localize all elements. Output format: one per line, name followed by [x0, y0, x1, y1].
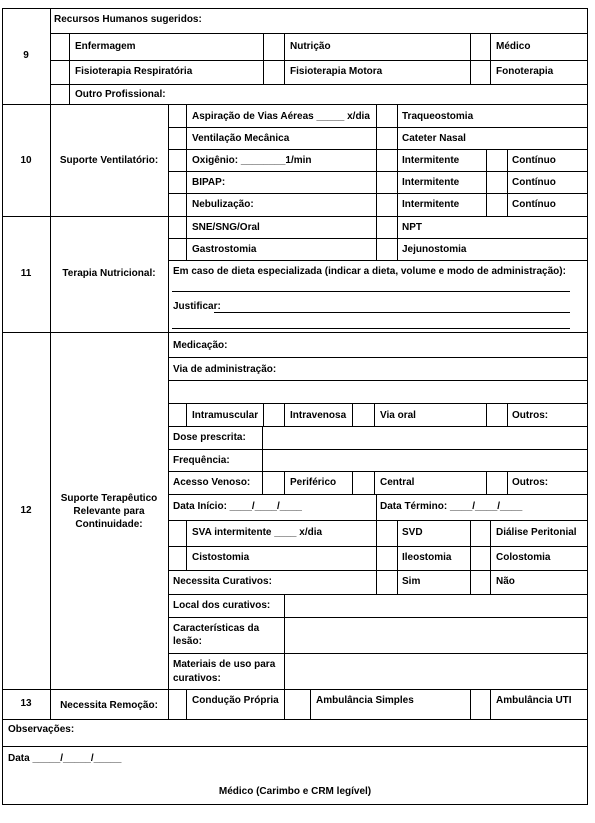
line: [186, 520, 187, 570]
writing-line: [172, 291, 570, 292]
line: [168, 449, 588, 450]
line: [2, 104, 588, 105]
checkbox-sva[interactable]: [170, 525, 184, 539]
line: [50, 33, 588, 34]
line: [2, 719, 588, 720]
option-label: Ambulância UTI: [496, 695, 572, 706]
option-label: Periférico: [290, 477, 337, 488]
field-label: Acesso Venoso:: [173, 477, 251, 488]
option-label: Gastrostomia: [192, 244, 257, 255]
line: [263, 403, 264, 426]
field-label: Dose prescrita:: [173, 432, 246, 443]
option-label: Intramuscular: [192, 410, 259, 421]
option-label: Cistostomia: [192, 552, 250, 563]
section-label: Necessita Remoção:: [60, 700, 158, 711]
line: [168, 238, 588, 239]
checkbox-central[interactable]: [356, 476, 370, 490]
checkbox-amb-uti[interactable]: [473, 697, 487, 711]
line: [168, 471, 588, 472]
line: [374, 471, 375, 494]
checkbox-outro[interactable]: [52, 88, 66, 102]
line: [168, 127, 588, 128]
checkbox-via-oral[interactable]: [356, 408, 370, 422]
option-label: Fisioterapia Motora: [290, 66, 383, 77]
line: [397, 104, 398, 216]
line: [168, 653, 588, 654]
line: [186, 104, 187, 216]
checkbox-ileostomia[interactable]: [380, 551, 394, 565]
checkbox-cateter[interactable]: [380, 131, 394, 145]
line: [168, 260, 588, 261]
line: [374, 403, 375, 426]
line: [397, 520, 398, 594]
checkbox-svd[interactable]: [380, 525, 394, 539]
checkbox-medico[interactable]: [473, 39, 487, 53]
line: [186, 689, 187, 719]
line: [507, 403, 508, 426]
field-label: Necessita Curativos:: [173, 576, 272, 587]
line: [168, 149, 588, 150]
line: [168, 171, 588, 172]
line: [2, 689, 588, 690]
field-label: Medicação:: [173, 340, 228, 351]
option-label: Ambulância Simples: [316, 695, 414, 706]
line: [486, 403, 487, 426]
line: [2, 746, 588, 747]
field-label: Justificar:: [173, 301, 221, 312]
option-label: BIPAP:: [192, 177, 226, 188]
checkbox-fisio-resp[interactable]: [52, 65, 66, 79]
option-label: Intermitente: [402, 155, 460, 166]
checkbox-traqueo[interactable]: [380, 109, 394, 123]
option-label: Intermitente: [402, 177, 460, 188]
line: [376, 494, 377, 520]
line: [50, 60, 588, 61]
field-label: Características da: [173, 623, 260, 634]
line: [168, 380, 588, 381]
line: [284, 594, 285, 689]
option-label: Ventilação Mecânica: [192, 133, 290, 144]
checkbox-outros[interactable]: [489, 408, 503, 422]
line: [168, 193, 588, 194]
option-label: Diálise Peritonial: [496, 527, 577, 538]
line: [470, 689, 471, 719]
option-label: SVA intermitente ____ x/dia: [192, 527, 323, 538]
line: [507, 149, 508, 216]
option-label: Central: [380, 477, 415, 488]
writing-line: [214, 312, 570, 313]
field-label: Local dos curativos:: [173, 600, 271, 611]
option-label: Outros:: [512, 410, 549, 421]
option-label: Intravenosa: [290, 410, 347, 421]
section-number-9: 9: [23, 50, 29, 61]
line: [490, 33, 491, 84]
checkbox-enfermagem[interactable]: [52, 39, 66, 53]
field-label: Materiais de uso para: [173, 659, 276, 670]
line: [262, 426, 263, 471]
option-label: Colostomia: [496, 552, 551, 563]
line: [262, 471, 263, 494]
line: [168, 426, 588, 427]
section-label: Relevante para: [73, 506, 145, 517]
field-label: Data Início: ____/____/____: [173, 501, 302, 512]
option-label: Fisioterapia Respiratória: [75, 66, 193, 77]
field-label: Via de administração:: [173, 364, 277, 375]
option-label: Jejunostomia: [402, 244, 467, 255]
line: [284, 471, 285, 494]
line: [284, 403, 285, 426]
checkbox-nutricao[interactable]: [266, 39, 280, 53]
section-number-12: 12: [20, 505, 32, 516]
line: [168, 570, 588, 571]
section-label: Continuidade:: [75, 519, 143, 530]
option-label: Oxigênio: ________1/min: [192, 155, 312, 166]
line: [470, 520, 471, 594]
line: [2, 332, 588, 333]
line: [69, 33, 70, 104]
line: [168, 104, 169, 689]
checkbox-intravenosa[interactable]: [266, 408, 280, 422]
line: [168, 546, 588, 547]
option-label: SNE/SNG/Oral: [192, 222, 260, 233]
checkbox-periferico[interactable]: [266, 476, 280, 490]
option-label: Cateter Nasal: [402, 133, 466, 144]
section-number-11: 11: [20, 268, 32, 279]
line: [490, 689, 491, 719]
option-label: Condução Própria: [192, 695, 279, 706]
data-label: Data _____/_____/_____: [8, 753, 122, 764]
option-label: Outro Profissional:: [75, 89, 166, 100]
line: [168, 494, 588, 495]
section-label: Terapia Nutricional:: [62, 268, 156, 279]
line: [168, 617, 588, 618]
option-label: SVD: [402, 527, 423, 538]
checkbox-oxigenio[interactable]: [170, 153, 184, 167]
field-label: curativos:: [173, 673, 221, 684]
line: [168, 689, 169, 719]
checkbox-fono[interactable]: [473, 65, 487, 79]
checkbox-dialise[interactable]: [473, 525, 487, 539]
line: [50, 8, 51, 719]
option-label: Nebulização:: [192, 199, 254, 210]
field-label: Data Término: ____/____/____: [380, 501, 523, 512]
line: [490, 520, 491, 594]
line: [50, 84, 588, 85]
checkbox-cistostomia[interactable]: [170, 551, 184, 565]
section-label: Suporte Ventilatório:: [59, 155, 159, 166]
option-label: Contínuo: [512, 155, 556, 166]
line: [376, 104, 377, 216]
line: [376, 520, 377, 594]
checkbox-bipap[interactable]: [170, 175, 184, 189]
option-label: Sim: [402, 576, 421, 587]
line: [186, 403, 187, 426]
option-label: NPT: [402, 222, 422, 233]
checkbox-conducao[interactable]: [170, 697, 184, 711]
option-label: Via oral: [380, 410, 416, 421]
field-label: lesão:: [173, 636, 202, 647]
option-label: Intermitente: [402, 199, 460, 210]
option-label: Ileostomia: [402, 552, 452, 563]
option-label: Não: [496, 576, 515, 587]
line: [284, 689, 285, 719]
field-label: Frequência:: [173, 455, 230, 466]
checkbox-jejuno[interactable]: [380, 242, 394, 256]
line: [310, 689, 311, 719]
section-label: Suporte Terapêutico: [60, 493, 158, 504]
line: [470, 33, 471, 84]
signature-label: Médico (Carimbo e CRM legível): [218, 786, 372, 797]
checkbox-aspiracao[interactable]: [170, 109, 184, 123]
line: [168, 594, 588, 595]
section-number-13: 13: [20, 698, 32, 709]
option-label: Contínuo: [512, 199, 556, 210]
section-title: Recursos Humanos sugeridos:: [54, 14, 202, 25]
line: [2, 216, 588, 217]
option-label: Fonoterapia: [496, 66, 554, 77]
checkbox-npt[interactable]: [380, 220, 394, 234]
option-label: Outros:: [512, 477, 549, 488]
checkbox-gastro[interactable]: [170, 242, 184, 256]
checkbox-nao[interactable]: [473, 575, 487, 589]
line: [352, 471, 353, 494]
checkbox-colostomia[interactable]: [473, 551, 487, 565]
line: [284, 33, 285, 84]
line: [168, 520, 588, 521]
option-label: Aspiração de Vias Aéreas _____ x/dia: [192, 111, 370, 122]
option-label: Contínuo: [512, 177, 556, 188]
line: [168, 357, 588, 358]
section-number-10: 10: [20, 155, 32, 166]
checkbox-outros-acesso[interactable]: [489, 476, 503, 490]
checkbox-sim[interactable]: [380, 575, 394, 589]
line: [486, 471, 487, 494]
observacoes-label: Observações:: [8, 724, 75, 735]
checkbox-nebulizacao[interactable]: [170, 197, 184, 211]
line: [507, 471, 508, 494]
option-label: Enfermagem: [75, 41, 136, 52]
field-label: Em caso de dieta especializada (indicar a dieta, volume e modo de administração):: [173, 266, 566, 277]
checkbox-ventilacao[interactable]: [170, 131, 184, 145]
line: [352, 403, 353, 426]
option-label: Traqueostomia: [402, 111, 474, 122]
option-label: Médico: [496, 41, 531, 52]
writing-line: [172, 328, 570, 329]
line: [168, 403, 588, 404]
option-label: Nutrição: [290, 41, 331, 52]
checkbox-amb-simples[interactable]: [290, 697, 304, 711]
checkbox-fisio-motora[interactable]: [266, 65, 280, 79]
checkbox-sne[interactable]: [170, 220, 184, 234]
checkbox-intramuscular[interactable]: [170, 408, 184, 422]
line: [263, 33, 264, 84]
line: [486, 149, 487, 216]
